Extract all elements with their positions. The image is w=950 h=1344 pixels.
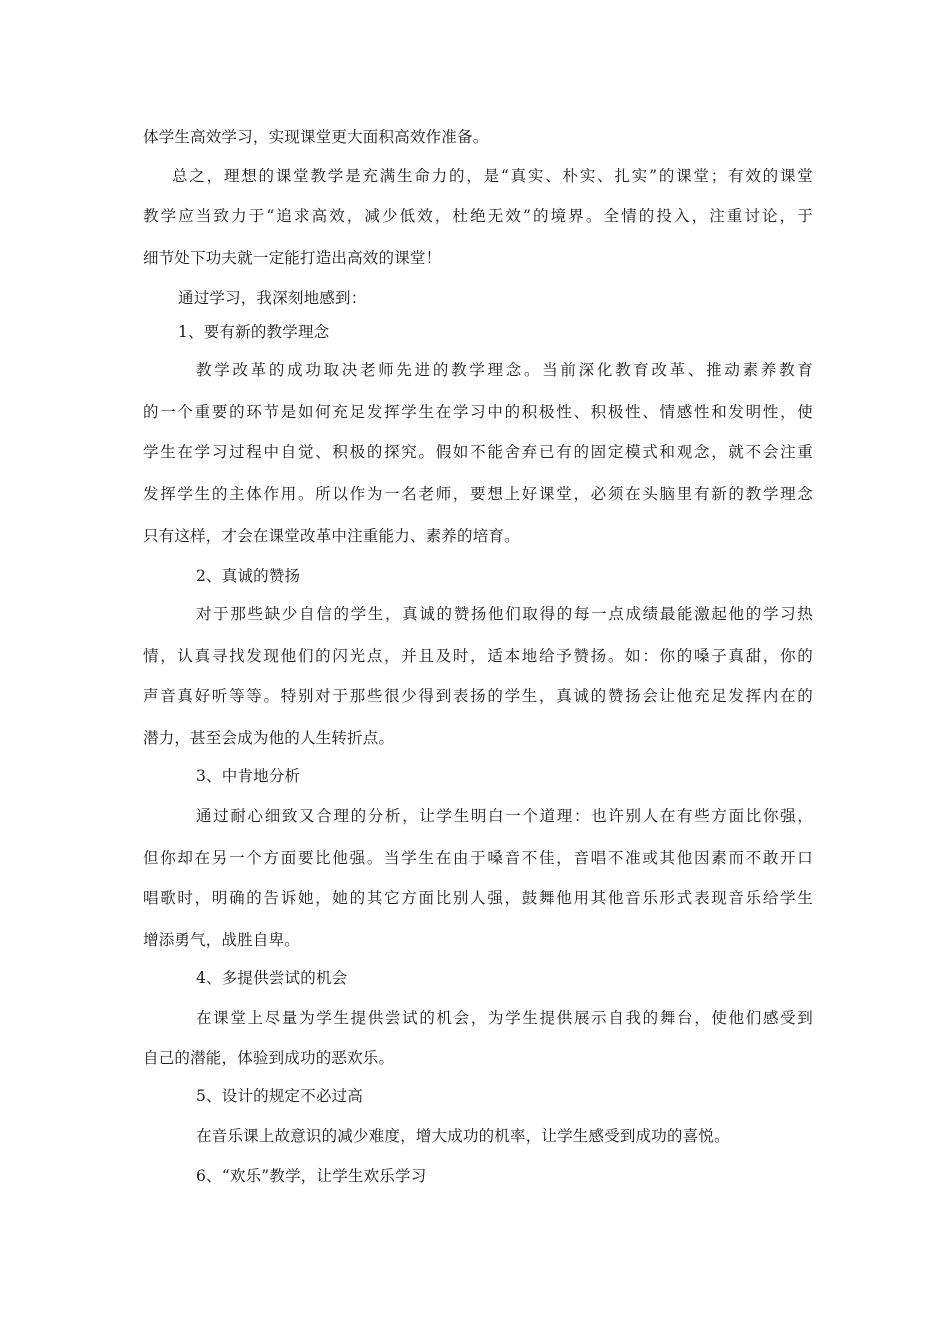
paragraph-line: 但你却在另一个方面要比他强。当学生在由于嗓音不佳，音唱不准或其他因素而不敢开口 <box>143 849 813 867</box>
paragraph-line: 在课堂上尽量为学生提供尝试的机会，为学生提供展示自我的舞台，使他们感受到 <box>196 1009 813 1027</box>
paragraph-line: 通过耐心细致又合理的分析，让学生明白一个道理：也许别人在有些方面比你强， <box>196 807 813 825</box>
paragraph-line: 情，认真寻找发现他们的闪光点，并且及时，适本地给予赞扬。如：你的嗓子真甜，你的 <box>143 647 813 665</box>
paragraph-line: 潜力，甚至会成为他的人生转折点。 <box>143 729 395 747</box>
section-heading: 5、设计的规定不必过高 <box>196 1087 364 1105</box>
section-heading: 2、真诚的赞扬 <box>196 567 301 585</box>
section-heading: 1、要有新的教学理念 <box>178 323 330 341</box>
paragraph-line: 教学应当致力于“追求高效，减少低效，杜绝无效”的境界。全情的投入，注重讨论，于 <box>143 207 813 225</box>
paragraph-line: 声音真好听等等。特别对于那些很少得到表扬的学生，真诚的赞扬会让他充足发挥内在的 <box>143 687 813 705</box>
paragraph-line: 通过学习，我深刻地感到： <box>178 289 367 307</box>
paragraph-line: 增添勇气，战胜自卑。 <box>143 931 301 949</box>
paragraph-line: 总之，理想的课堂教学是充满生命力的，是“真实、朴实、扎实”的课堂；有效的课堂 <box>172 167 813 185</box>
paragraph-line: 学生在学习过程中自觉、积极的探究。假如不能舍弃已有的固定模式和观念，就不会注重 <box>143 443 813 461</box>
paragraph-line: 细节处下功夫就一定能打造出高效的课堂！ <box>143 249 442 267</box>
paragraph-line: 对于那些缺少自信的学生，真诚的赞扬他们取得的每一点成绩最能激起他的学习热 <box>196 605 813 623</box>
section-heading: 6、“欢乐”教学，让学生欢乐学习 <box>196 1167 427 1185</box>
paragraph-line: 体学生高效学习，实现课堂更大面积高效作准备。 <box>143 128 489 146</box>
paragraph-line: 的一个重要的环节是如何充足发挥学生在学习中的积极性、积极性、情感性和发明性，使 <box>143 403 813 421</box>
paragraph-line: 唱歌时，明确的告诉她，她的其它方面比别人强，鼓舞他用其他音乐形式表现音乐给学生 <box>143 889 813 907</box>
paragraph-line: 自己的潜能，体验到成功的恶欢乐。 <box>143 1049 395 1067</box>
paragraph-line: 在音乐课上故意识的减少难度，增大成功的机率，让学生感受到成功的喜悦。 <box>196 1127 730 1145</box>
section-heading: 4、多提供尝试的机会 <box>196 969 348 987</box>
paragraph-line: 教学改革的成功取决老师先进的教学理念。当前深化教育改革、推动素养教育 <box>196 361 813 379</box>
paragraph-line: 发挥学生的主体作用。所以作为一名老师，要想上好课堂，必须在头脑里有新的教学理念 <box>143 485 813 503</box>
paragraph-line: 只有这样，才会在课堂改革中注重能力、素养的培育。 <box>143 527 520 545</box>
section-heading: 3、中肯地分析 <box>196 767 301 785</box>
